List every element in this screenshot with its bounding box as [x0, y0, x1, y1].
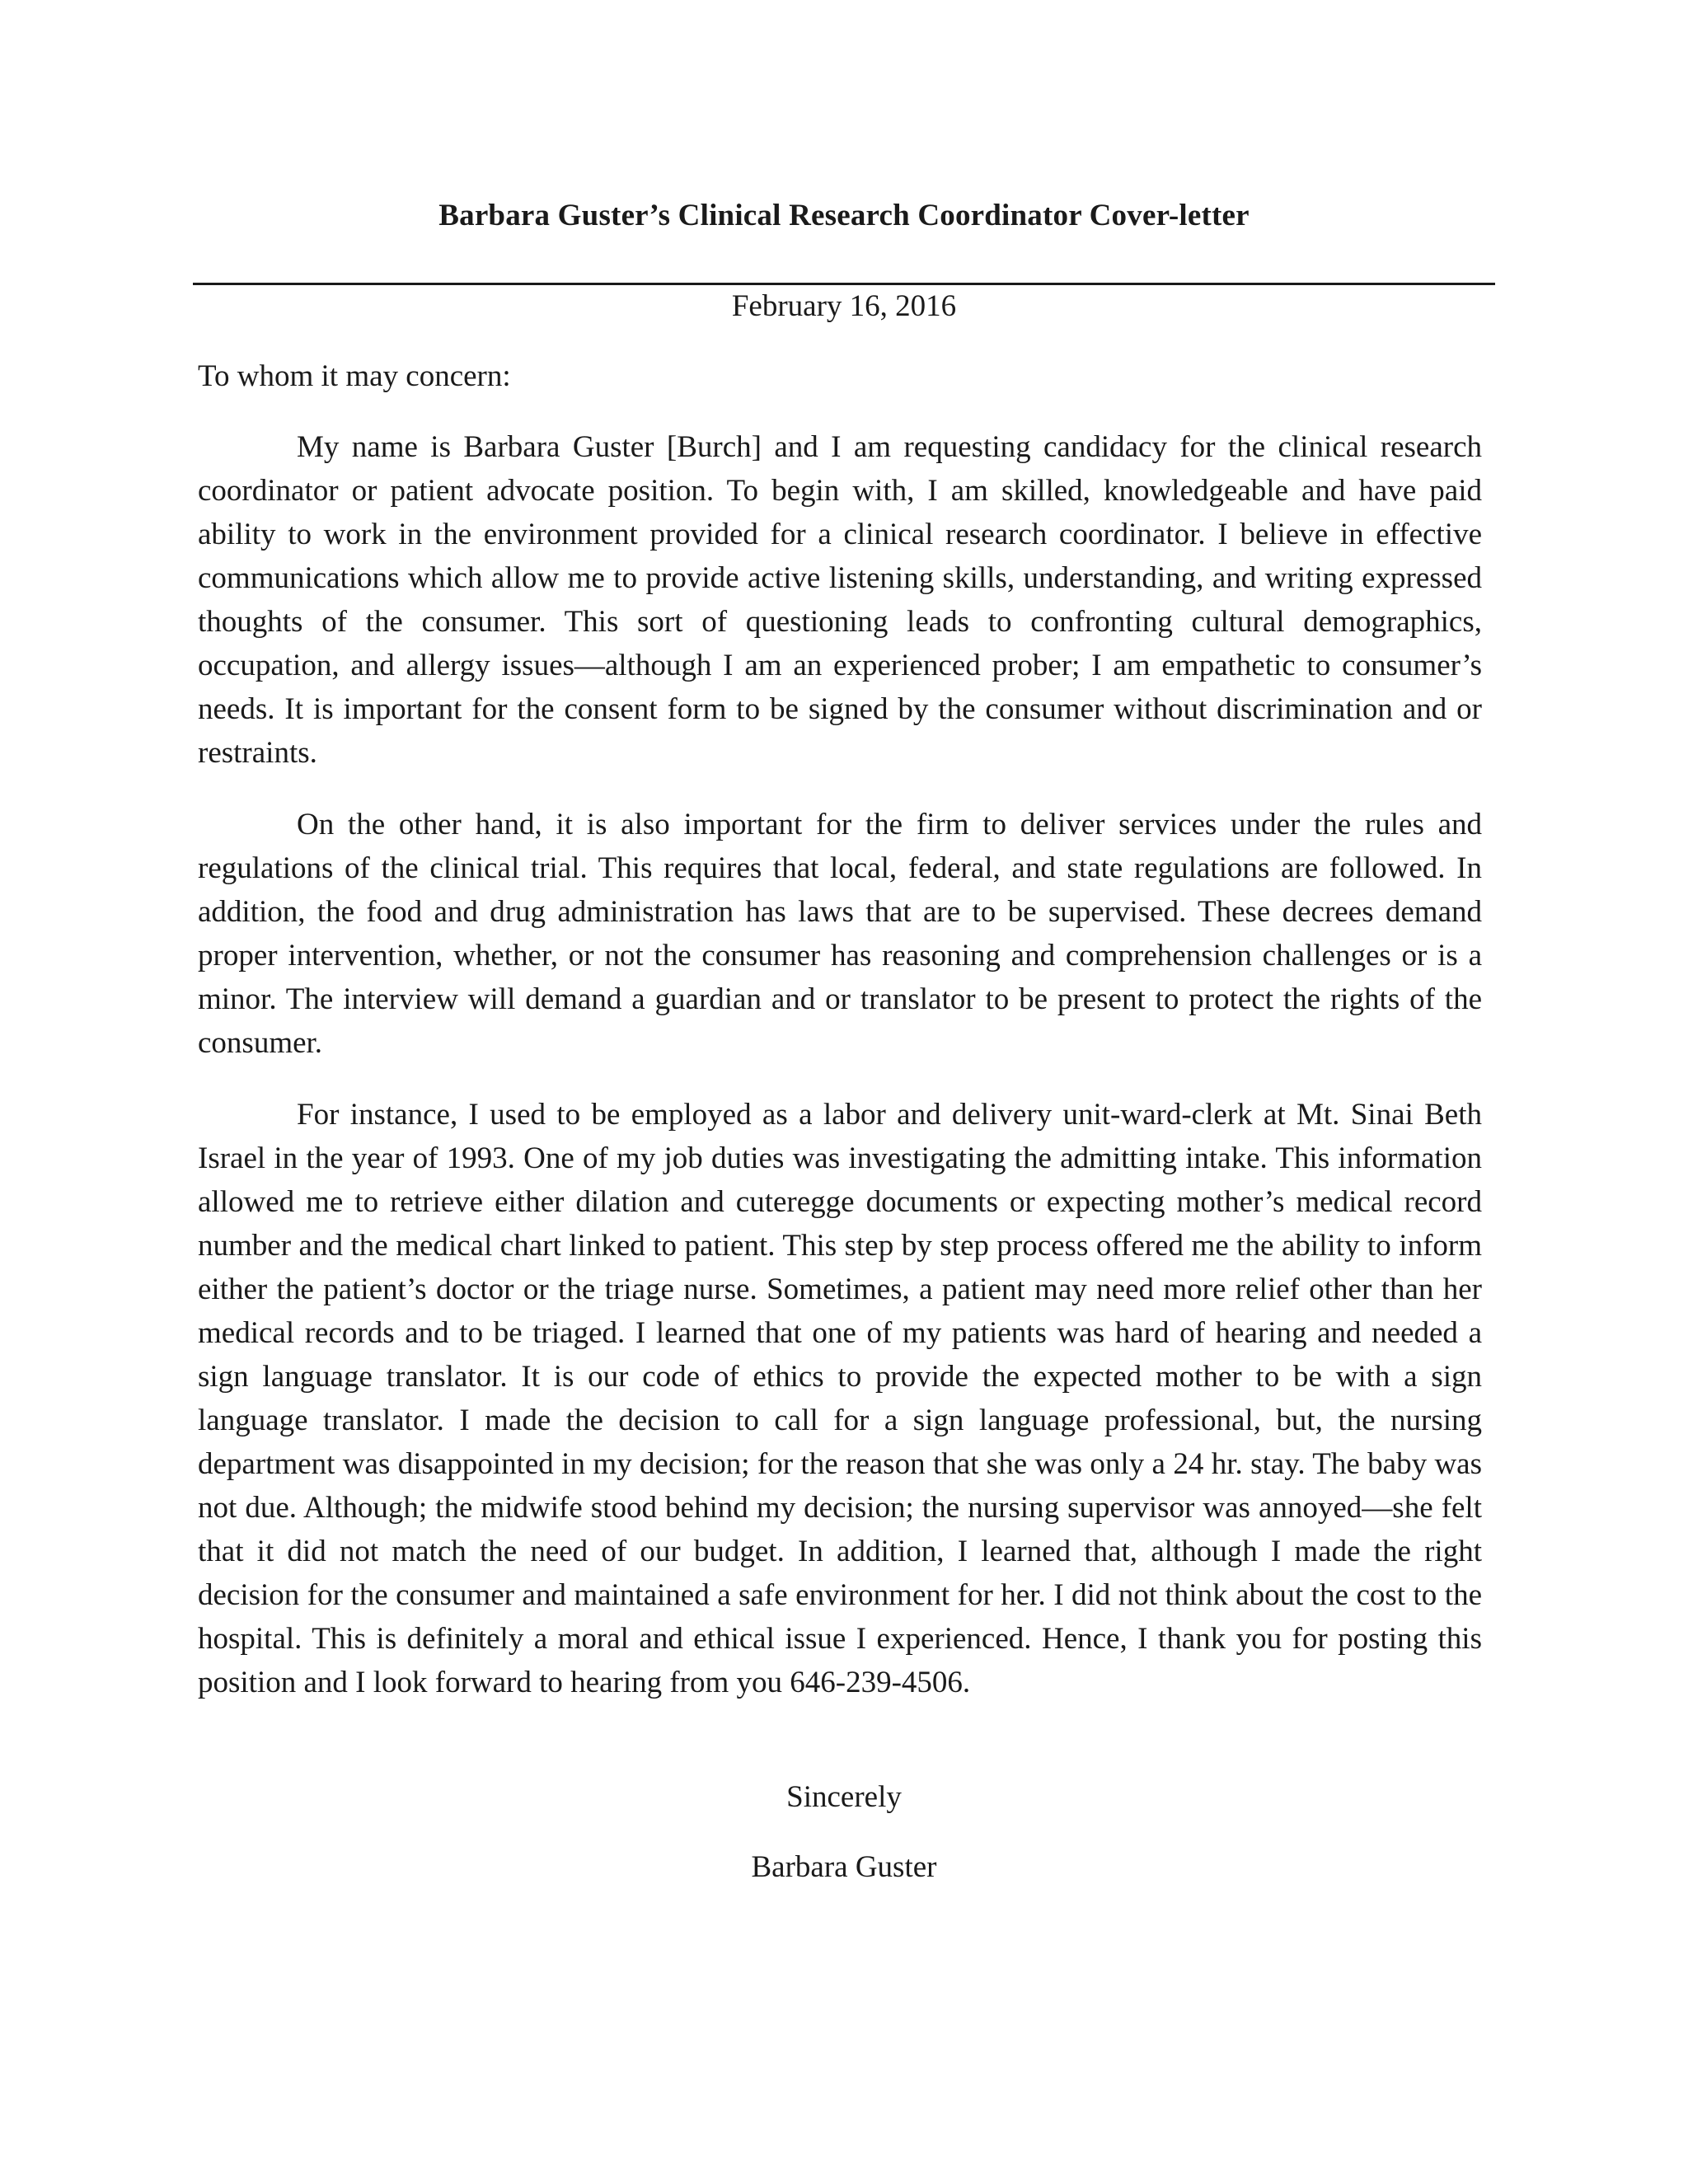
title-divider: [193, 283, 1495, 285]
letter-body: [198, 425, 1482, 1732]
document-title: Barbara Guster’s Clinical Research Coordinator Cover-letter: [438, 199, 1250, 232]
closing: Sincerely: [786, 1780, 902, 1814]
signature-name: Barbara Guster: [751, 1850, 937, 1884]
salutation: To whom it may concern:: [198, 359, 511, 393]
body-paragraph-2: On the other hand, it is also important for the firm to deliver services under the rules and regulations of the clinical trial. This requires that local, federal, and state regulations are followed. In addition, the food and drug administration has laws that are to be supervised. These decrees demand proper intervention, whether, or not the consumer has reasoning and comprehension challenges or is a minor. The interview will demand a guardian and or translator to be present to protect the rights of the consumer.: [198, 808, 1482, 1060]
body-paragraph-3: For instance, I used to be employed as a labor and delivery unit-ward-clerk at Mt. Sinai Beth Israel in the year of 1993. One of my job duties was investigating the admitting intake. This information allowed me to retrieve either dilation and cuteregge documents or expecting mother’s medical record number and the medical chart linked to patient. This step by step process offered me the ability to inform either the patient’s doctor or the triage nurse. Sometimes, a patient may need more relief other than her medical records and to be triaged. I learned that one of my patients was hard of hearing and needed a sign language translator. It is our code of ethics to provide the expected mother to be with a sign language translator. I made the decision to call for a sign language professional, but, the nursing department was disappointed in my decision; for the reason that she was only a 24 hr. stay. The baby was not due. Although; the midwife stood behind my decision; the nursing supervisor was annoyed—she felt that it did not match the need of our budget. In addition, I learned that, although I made the right decision for the consumer and maintained a safe environment for her. I did not think about the cost to the hospital. This is definitely a moral and ethical issue I experienced. Hence, I thank you for posting this position and I look forward to hearing from you 646-239-4506.: [198, 1098, 1482, 1699]
letter-date: February 16, 2016: [731, 289, 957, 323]
body-paragraph-1: My name is Barbara Guster [Burch] and I am requesting candidacy for the clinical research coordinator or patient advocate position. To begin with, I am skilled, knowledgeable and have paid ability to work in the environment provided for a clinical research coordinator. I believe in effective communications which allow me to provide active listening skills, understanding, and writing expressed thoughts of the consumer. This sort of questioning leads to confronting cultural demographics, occupation, and allergy issues—although I am an experienced prober; I am empathetic to consumer’s needs. It is important for the consent form to be signed by the consumer without discrimination and or restraints.: [198, 430, 1482, 770]
